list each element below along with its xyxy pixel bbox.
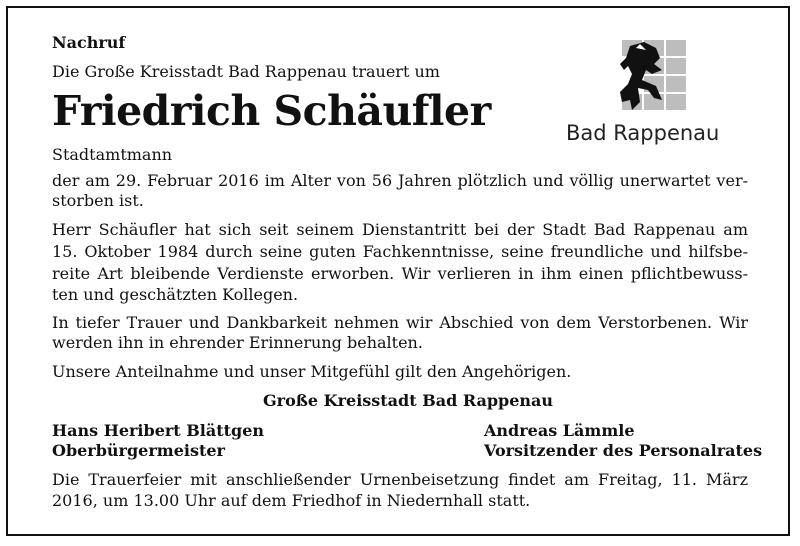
paragraph-1-line-1: der am 29. Februar 2016 im Alter von 56 Jahren plötzlich und völlig unerwartet ver- [52,171,748,190]
logo-text: Bad Rappenau [566,121,720,145]
organization-name: Große Kreisstadt Bad Rappenau [263,391,554,410]
notice-heading: Nachruf [52,33,126,52]
paragraph-5-line-2: 2016, um 13.00 Uhr auf dem Friedhof in Niedernhall statt. [52,491,531,510]
signer-right-name: Andreas Lämmle [484,421,635,440]
paragraph-3-line-2: werden ihn in ehrender Erinnerung behalten. [52,333,423,352]
signer-left-role: Oberbürgermeister [52,441,225,460]
signer-right-role: Vorsitzender des Personalrates [484,441,763,460]
paragraph-4: Unsere Anteilnahme und unser Mitgefühl gilt den Angehörigen. [52,362,572,381]
signer-left-name: Hans Heribert Blättgen [52,421,265,440]
horse-emblem-icon [570,40,750,120]
paragraph-2-line-2: 15. Oktober 1984 durch seine guten Fachkenntnisse, seine freundliche und hilfsbe- [52,242,748,261]
deceased-title: Stadtamtmann [52,145,173,164]
paragraph-2-line-1: Herr Schäufler hat sich seit seinem Dienstantritt bei der Stadt Bad Rappenau am [52,220,748,239]
paragraph-5-line-1: Die Trauerfeier mit anschließender Urnenbeisetzung findet am Freitag, 11. März [52,470,748,489]
notice-intro: Die Große Kreisstadt Bad Rappenau trauert um [52,62,440,81]
paragraph-3-line-1: In tiefer Trauer und Dankbarkeit nehmen wir Abschied von dem Verstorbenen. Wir [52,313,748,332]
paragraph-1-line-2: storben ist. [52,191,144,210]
deceased-name: Friedrich Schäufler [52,87,491,135]
paragraph-2-line-3: reite Art bleibende Verdienste erworben. Wir verlieren in ihm einen pflichtbewuss- [52,264,748,283]
paragraph-2-line-4: ten und geschätzten Kollegen. [52,285,299,304]
